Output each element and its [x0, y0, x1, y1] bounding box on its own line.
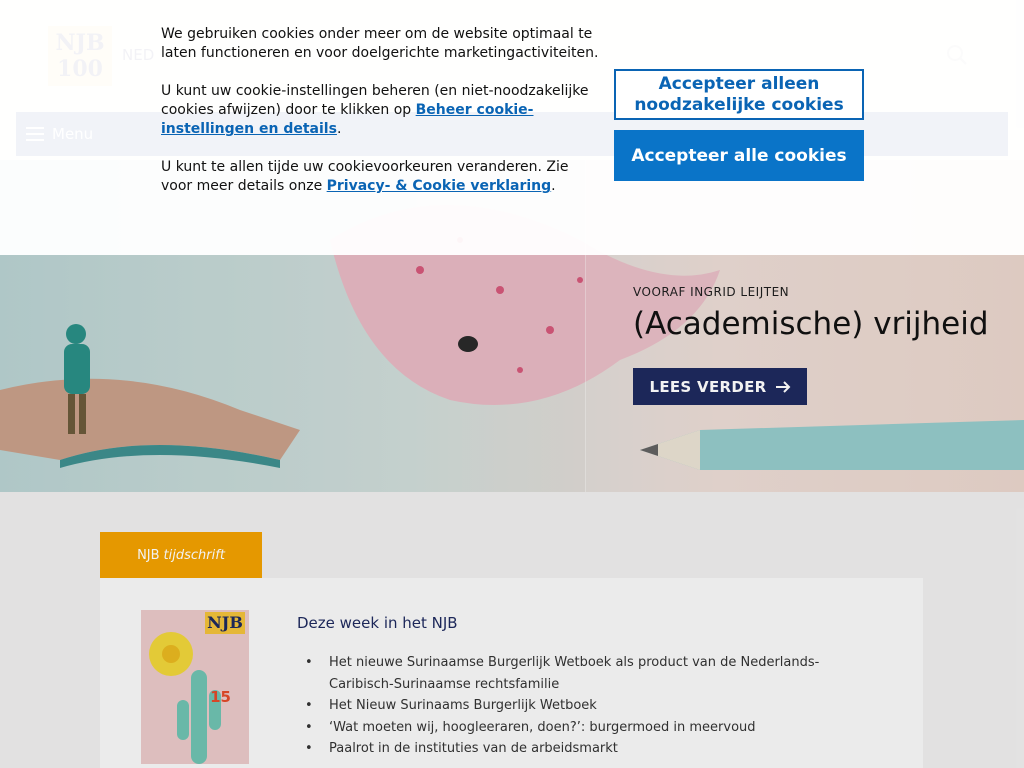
list-item[interactable]: • Het nieuwe Surinaamse Burgerlijk Wetboek als product van de Nederlands-Caribisch-Surinaamse rechtsfamilie	[305, 652, 865, 695]
person-illustration	[52, 320, 102, 450]
cover-issue-number: 15	[210, 688, 231, 706]
cookie-p3-end: .	[551, 178, 556, 194]
accept-all-button[interactable]: Accepteer alle cookies	[614, 130, 864, 181]
cookie-p3-text: U kunt te allen tijde uw cookievoorkeuren veranderen. Zie voor meer details onze	[161, 159, 569, 194]
privacy-statement-link[interactable]: Privacy- & Cookie verklaring	[326, 178, 552, 194]
hero-title[interactable]: (Academische) vrijheid	[633, 306, 989, 342]
cookie-paragraph-2	[161, 82, 601, 139]
read-more-button[interactable]	[633, 368, 807, 405]
tab-prefix: NJB	[137, 547, 160, 563]
cookie-paragraph-3	[161, 158, 601, 196]
tab-suffix: tijdschrift	[163, 547, 225, 563]
hero-kicker: VOORAF INGRID LEIJTEN	[633, 285, 790, 299]
cookie-paragraph-1: We gebruiken cookies onder meer om de website optimaal te laten functioneren en voor doelgerichte marketingactiviteiten.	[161, 26, 599, 61]
cookie-p2-text: U kunt uw cookie-instellingen beheren (en niet-noodzakelijke cookies afwijzen) door te klikken op	[161, 83, 589, 118]
list-item[interactable]: • Het Nieuw Surinaams Burgerlijk Wetboek	[305, 695, 865, 717]
cookie-banner	[0, 0, 1024, 255]
cover-logo: NJB	[205, 612, 245, 634]
read-more-label: LEES VERDER	[649, 377, 767, 396]
journal-cover-image[interactable]	[141, 610, 249, 764]
njb-journal-tab[interactable]	[100, 532, 262, 578]
section-title: Deze week in het NJB	[297, 614, 458, 632]
cactus-illustration	[177, 670, 221, 764]
cookie-text	[161, 25, 601, 215]
cookie-p2-end: .	[336, 121, 342, 137]
manage-cookies-link[interactable]: Beheer cookie-instellingen en details	[161, 102, 534, 137]
list-item[interactable]: • ‘Wat moeten wij, hoogleeraren, doen?’: burgermoed in meervoud	[305, 717, 865, 739]
book-illustration	[0, 350, 300, 470]
article-list	[305, 652, 865, 760]
list-item[interactable]: • Paalrot in de instituties van de arbeidsmarkt	[305, 738, 865, 760]
arrow-right-icon	[775, 381, 791, 393]
accept-necessary-button[interactable]: Accepteer alleen noodzakelijke cookies	[614, 69, 864, 120]
